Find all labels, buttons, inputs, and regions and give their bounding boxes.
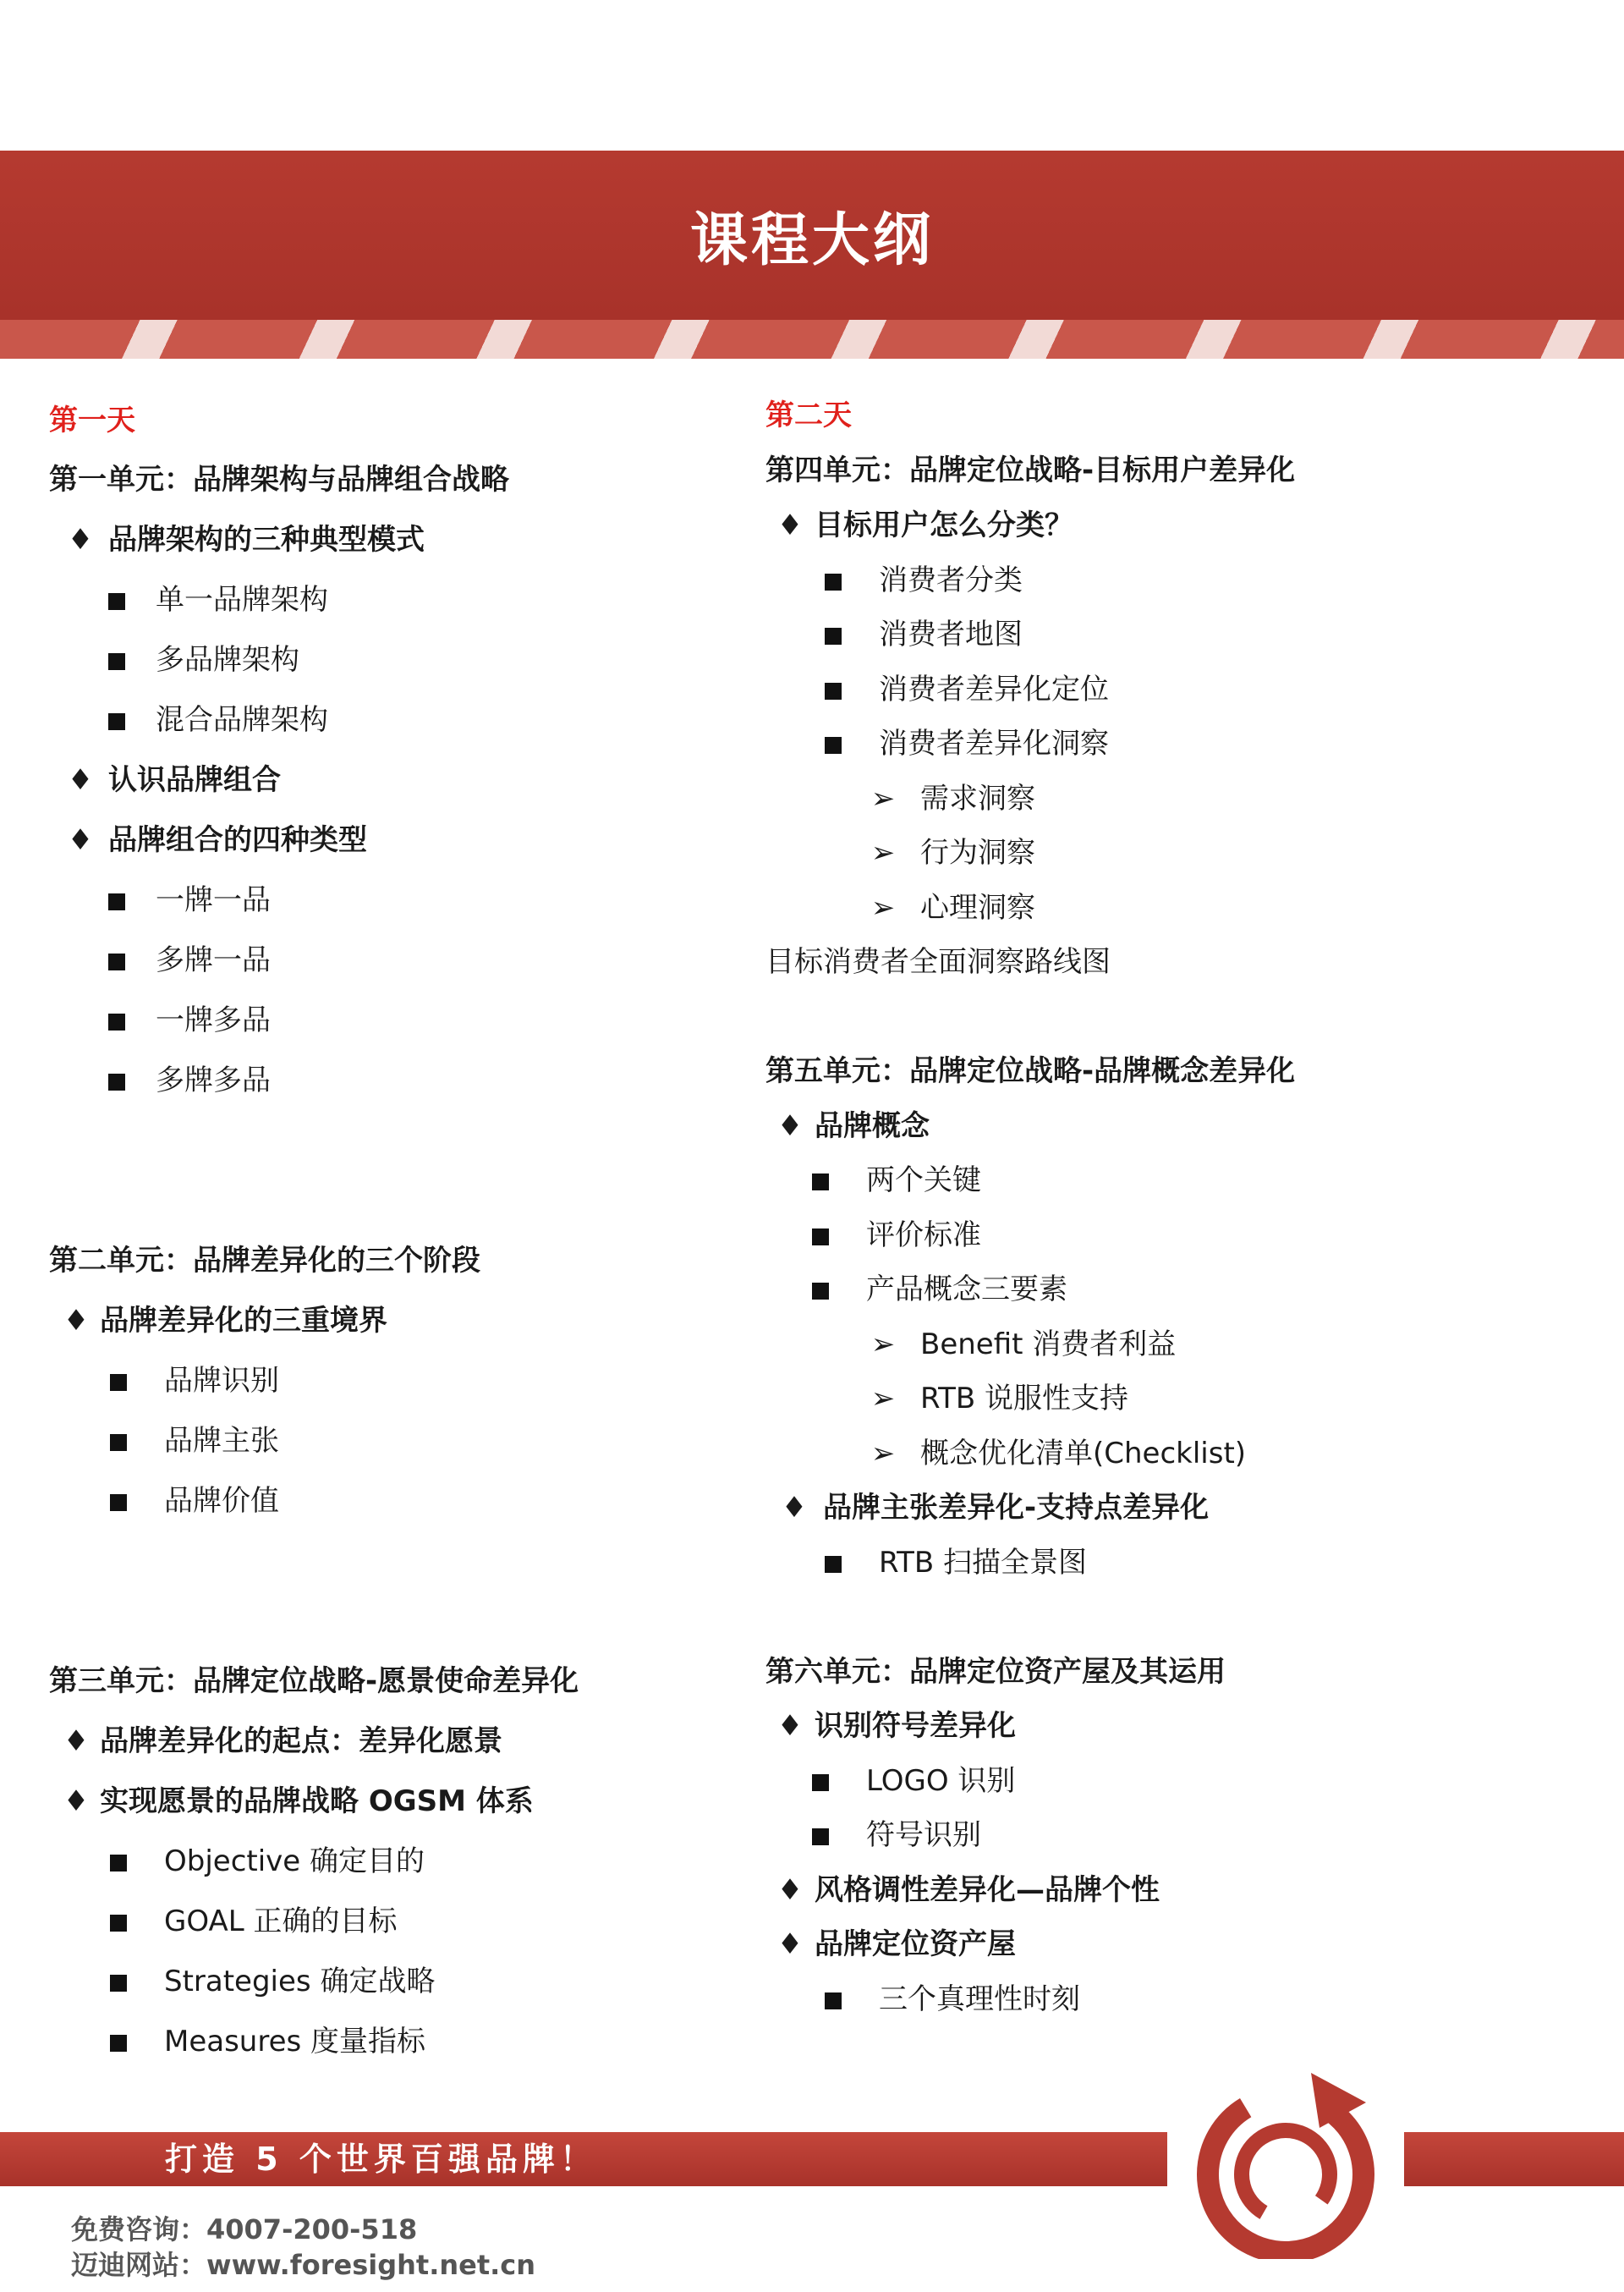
unit1-subitem: 单一品牌架构 bbox=[108, 582, 328, 618]
unit2-subitem: 品牌识别 bbox=[110, 1363, 279, 1399]
unit4-subitem: 消费者地图 bbox=[825, 617, 1023, 652]
diamond-bullet-icon: ♦ bbox=[63, 1304, 90, 1338]
arrow-bullet-icon: ➢ bbox=[870, 1382, 896, 1415]
unit4-insight: ➢ 需求洞察 bbox=[863, 781, 1035, 816]
unit5-element: ➢ 概念优化清单(Checklist) bbox=[863, 1436, 1246, 1471]
footer-phone: 免费咨询：4007-200-518 bbox=[71, 2213, 418, 2245]
square-bullet-icon bbox=[108, 1014, 125, 1031]
unit4-subitem: 消费者差异化洞察 bbox=[825, 726, 1109, 761]
diamond-bullet-icon: ♦ bbox=[63, 1724, 90, 1758]
unit5-subitem: 产品概念三要素 bbox=[812, 1272, 1067, 1307]
square-bullet-icon bbox=[812, 1828, 829, 1845]
square-bullet-icon bbox=[110, 1434, 127, 1451]
unit4-insight: ➢ 心理洞察 bbox=[863, 890, 1035, 926]
footer-bar-right bbox=[1404, 2132, 1624, 2186]
diamond-bullet-icon: ♦ bbox=[67, 823, 94, 857]
diamond-bullet-icon: ♦ bbox=[63, 1784, 90, 1818]
diamond-bullet-icon: ♦ bbox=[67, 763, 94, 797]
unit3-title: 第三单元：品牌定位战略-愿景使命差异化 bbox=[49, 1664, 579, 1698]
unit5-element: ➢ RTB 说服性支持 bbox=[863, 1381, 1128, 1416]
page-title: 课程大纲 bbox=[689, 206, 934, 274]
day1-title: 第一天 bbox=[49, 404, 135, 437]
diamond-bullet-icon: ♦ bbox=[776, 1927, 804, 1961]
unit6-subitem: 符号识别 bbox=[812, 1817, 981, 1853]
unit1-subitem: 多牌多品 bbox=[108, 1063, 271, 1098]
unit2-item-1: ♦ 品牌差异化的三重境界 bbox=[52, 1303, 387, 1338]
unit1-item-2: ♦ 认识品牌组合 bbox=[52, 762, 281, 798]
arrow-bullet-icon: ➢ bbox=[870, 1327, 896, 1361]
square-bullet-icon bbox=[110, 1915, 127, 1932]
arrow-bullet-icon: ➢ bbox=[870, 891, 896, 925]
footer-slogan: 打造 5 个世界百强品牌！ bbox=[165, 2141, 597, 2178]
unit1-subitem: 多品牌架构 bbox=[108, 642, 299, 678]
square-bullet-icon bbox=[110, 1975, 127, 1992]
unit5-subitem: 两个关键 bbox=[812, 1162, 981, 1198]
unit4-item-1: ♦ 目标用户怎么分类？ bbox=[765, 508, 1073, 543]
square-bullet-icon bbox=[812, 1283, 829, 1300]
unit6-subitem: LOGO 识别 bbox=[812, 1763, 1015, 1799]
square-bullet-icon bbox=[108, 1074, 125, 1091]
unit3-subitem: Objective 确定目的 bbox=[110, 1844, 425, 1879]
unit3-subitem: Strategies 确定战略 bbox=[110, 1964, 435, 1999]
unit2-title: 第二单元：品牌差异化的三个阶段 bbox=[49, 1244, 480, 1278]
unit6-subitem: 三个真理性时刻 bbox=[825, 1981, 1080, 2017]
unit4-subitem: 消费者差异化定位 bbox=[825, 672, 1109, 707]
unit1-item-1: ♦ 品牌架构的三种典型模式 bbox=[52, 522, 425, 558]
unit6-item-1: ♦ 识别符号差异化 bbox=[765, 1708, 1016, 1744]
unit3-item-2: ♦ 实现愿景的品牌战略 OGSM 体系 bbox=[52, 1784, 534, 1819]
square-bullet-icon bbox=[110, 1374, 127, 1391]
unit1-subitem: 一牌一品 bbox=[108, 882, 271, 918]
unit1-item-3: ♦ 品牌组合的四种类型 bbox=[52, 822, 367, 858]
unit1-subitem: 混合品牌架构 bbox=[108, 702, 328, 738]
unit5-element: ➢ Benefit 消费者利益 bbox=[863, 1327, 1176, 1362]
square-bullet-icon bbox=[812, 1173, 829, 1190]
unit4-insight: ➢ 行为洞察 bbox=[863, 835, 1035, 871]
square-bullet-icon bbox=[110, 1855, 127, 1872]
square-bullet-icon bbox=[825, 737, 842, 754]
footer-website: 迈迪网站：www.foresight.net.cn bbox=[71, 2249, 536, 2281]
unit6-item-2: ♦ 风格调性差异化—品牌个性 bbox=[765, 1872, 1160, 1908]
unit5-item-2: ♦ 品牌主张差异化-支持点差异化 bbox=[765, 1490, 1209, 1525]
square-bullet-icon bbox=[825, 1992, 842, 2009]
unit6-item-3: ♦ 品牌定位资产屋 bbox=[765, 1926, 1016, 1962]
unit5-subitem: 评价标准 bbox=[812, 1217, 981, 1253]
diamond-bullet-icon: ♦ bbox=[776, 1109, 804, 1143]
square-bullet-icon bbox=[812, 1228, 829, 1245]
unit2-subitem: 品牌价值 bbox=[110, 1483, 279, 1519]
unit5-item-1: ♦ 品牌概念 bbox=[765, 1108, 930, 1144]
unit4-note: 目标消费者全面洞察路线图 bbox=[765, 945, 1111, 979]
square-bullet-icon bbox=[108, 653, 125, 670]
square-bullet-icon bbox=[825, 574, 842, 591]
unit6-title: 第六单元：品牌定位资产屋及其运用 bbox=[765, 1655, 1226, 1689]
diamond-bullet-icon: ♦ bbox=[776, 508, 804, 542]
unit3-subitem: Measures 度量指标 bbox=[110, 2024, 425, 2059]
square-bullet-icon bbox=[108, 713, 125, 730]
square-bullet-icon bbox=[825, 628, 842, 645]
header-stripes bbox=[0, 320, 1624, 359]
arrow-bullet-icon: ➢ bbox=[870, 782, 896, 816]
square-bullet-icon bbox=[825, 683, 842, 700]
square-bullet-icon bbox=[110, 2035, 127, 2052]
diamond-bullet-icon: ♦ bbox=[781, 1491, 808, 1525]
diamond-bullet-icon: ♦ bbox=[776, 1709, 804, 1743]
day2-title: 第二天 bbox=[765, 398, 852, 432]
unit2-subitem: 品牌主张 bbox=[110, 1423, 279, 1459]
unit1-subitem: 多牌一品 bbox=[108, 943, 271, 978]
unit1-subitem: 一牌多品 bbox=[108, 1003, 271, 1038]
arrow-bullet-icon: ➢ bbox=[870, 836, 896, 870]
unit4-title: 第四单元：品牌定位战略-目标用户差异化 bbox=[765, 453, 1296, 487]
unit3-item-1: ♦ 品牌差异化的起点：差异化愿景 bbox=[52, 1723, 502, 1759]
arrow-bullet-icon: ➢ bbox=[870, 1437, 896, 1470]
unit5-title: 第五单元：品牌定位战略-品牌概念差异化 bbox=[765, 1054, 1296, 1088]
square-bullet-icon bbox=[825, 1556, 842, 1573]
unit5-subitem: RTB 扫描全景图 bbox=[825, 1545, 1087, 1580]
unit1-title: 第一单元：品牌架构与品牌组合战略 bbox=[49, 463, 509, 497]
square-bullet-icon bbox=[812, 1774, 829, 1791]
diamond-bullet-icon: ♦ bbox=[67, 523, 94, 557]
square-bullet-icon bbox=[108, 954, 125, 970]
foresight-logo-icon bbox=[1184, 2056, 1387, 2259]
unit3-subitem: GOAL 正确的目标 bbox=[110, 1904, 398, 1939]
square-bullet-icon bbox=[108, 893, 125, 910]
diamond-bullet-icon: ♦ bbox=[776, 1873, 804, 1907]
square-bullet-icon bbox=[110, 1494, 127, 1511]
square-bullet-icon bbox=[108, 593, 125, 610]
unit4-subitem: 消费者分类 bbox=[825, 563, 1023, 598]
